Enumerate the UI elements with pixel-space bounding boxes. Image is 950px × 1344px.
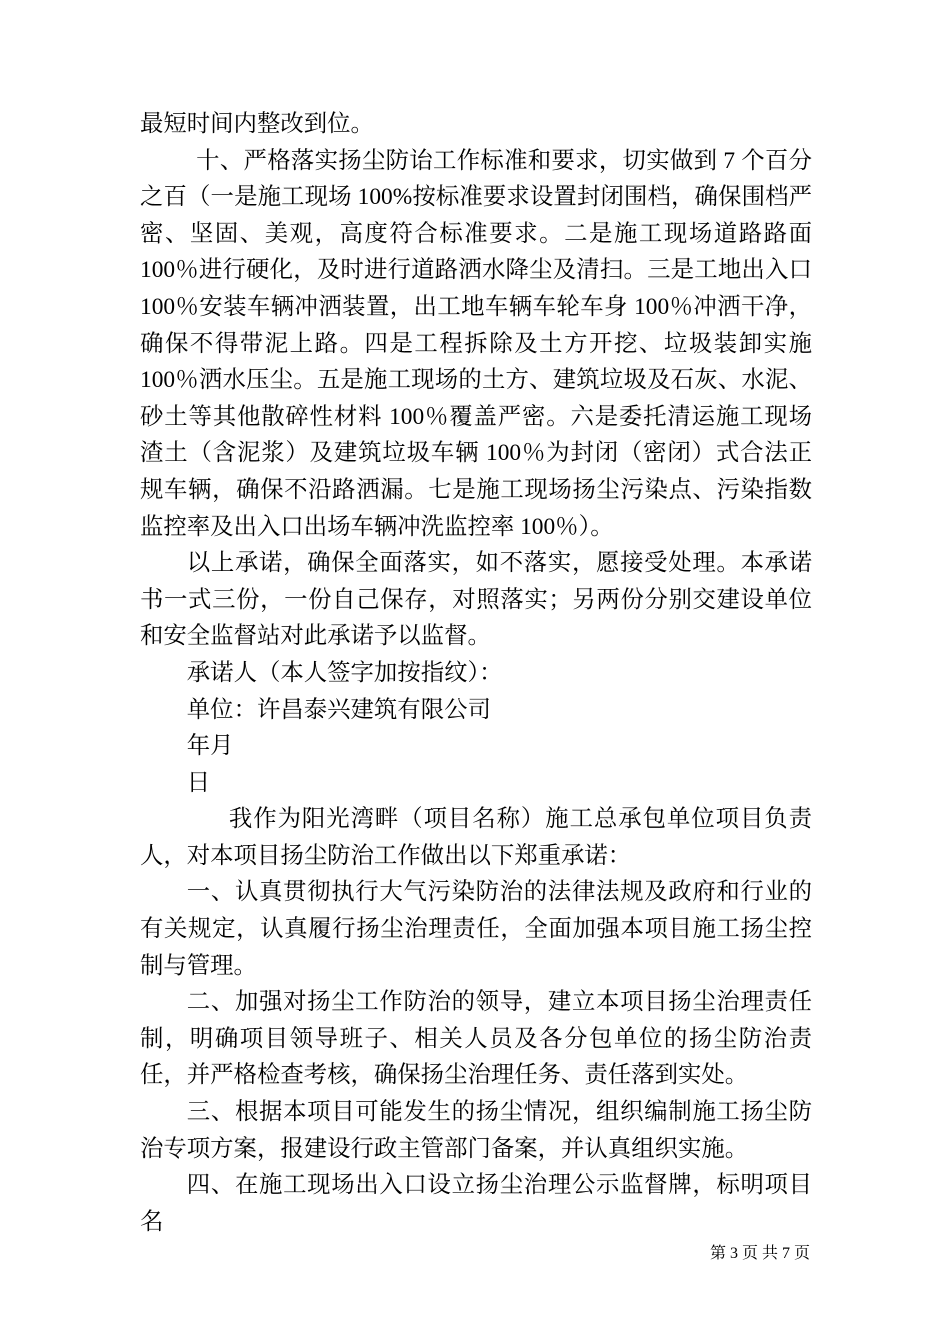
paragraph: 日 bbox=[186, 769, 211, 796]
paragraph: 我作为阳光湾畔（项目名称）施工总承包单位项目负责人，对本项目扬尘防治工作做出以下郑重承诺： bbox=[140, 806, 812, 869]
document-body bbox=[140, 106, 812, 1240]
paragraph: 最短时间内整改到位。 bbox=[140, 111, 374, 137]
paragraph: 单位：许昌泰兴建筑有限公司 bbox=[186, 696, 491, 723]
paragraph: 二、加强对扬尘工作防治的领导，建立本项目扬尘治理责任制，明确项目领导班子、相关人员及各分包单位的扬尘防治责任，并严格检查考核，确保扬尘治理任务、责任落到实处。 bbox=[140, 989, 812, 1089]
paragraph: 年月 bbox=[186, 733, 234, 760]
paragraph: 四、在施工现场出入口设立扬尘治理公示监督牌，标明项目名 bbox=[140, 1172, 812, 1235]
paragraph: 一、认真贯彻执行大气污染防治的法律法规及政府和行业的有关规定，认真履行扬尘治理责任，全面加强本项目施工扬尘控制与管理。 bbox=[140, 879, 812, 979]
paragraph: 十、严格落实扬尘防诒工作标准和要求，切实做到 7 个百分之百（一是施工现场 100%按标准要求设置封闭围档，确保围档严密、坚固、美观，高度符合标准要求。二是施工现场道路路面 100％进行硬化，及时进行道路洒水降尘及清扫。三是工地出入口 100％安装车辆冲洒装置，出工地车辆车轮车身 100％冲洒干净，确保不得带泥上路。四是工程拆除及土方开挖、垃圾装卸实施 100％洒水压尘。五是施工现场的土方、建筑垃圾及石灰、水泥、砂土等其他散碎性材料 100％覆盖严密。六是委托清运施工现场渣土（含泥浆）及建筑垃圾车辆 100％为封闭（密闭）式合法正规车辆，确保不沿路洒漏。七是施工现场扬尘污染点、污染指数监控率及出入口出场车辆冲洗监控率 100％）。 bbox=[140, 147, 812, 540]
paragraph: 承诺人（本人签字加按指纹）： bbox=[186, 659, 503, 686]
paragraph: 以上承诺，确保全面落实，如不落实，愿接受处理。本承诺书一式三份，一份自己保存，对照落实；另两份分别交建设单位和安全监督站对此承诺予以监督。 bbox=[140, 550, 812, 650]
paragraph: 三、根据本项目可能发生的扬尘情况，组织编制施工扬尘防治专项方案，报建设行政主管部门备案，并认真组织实施。 bbox=[140, 1099, 812, 1162]
page-number-indicator: 第 3 页 共 7 页 bbox=[709, 1245, 810, 1262]
